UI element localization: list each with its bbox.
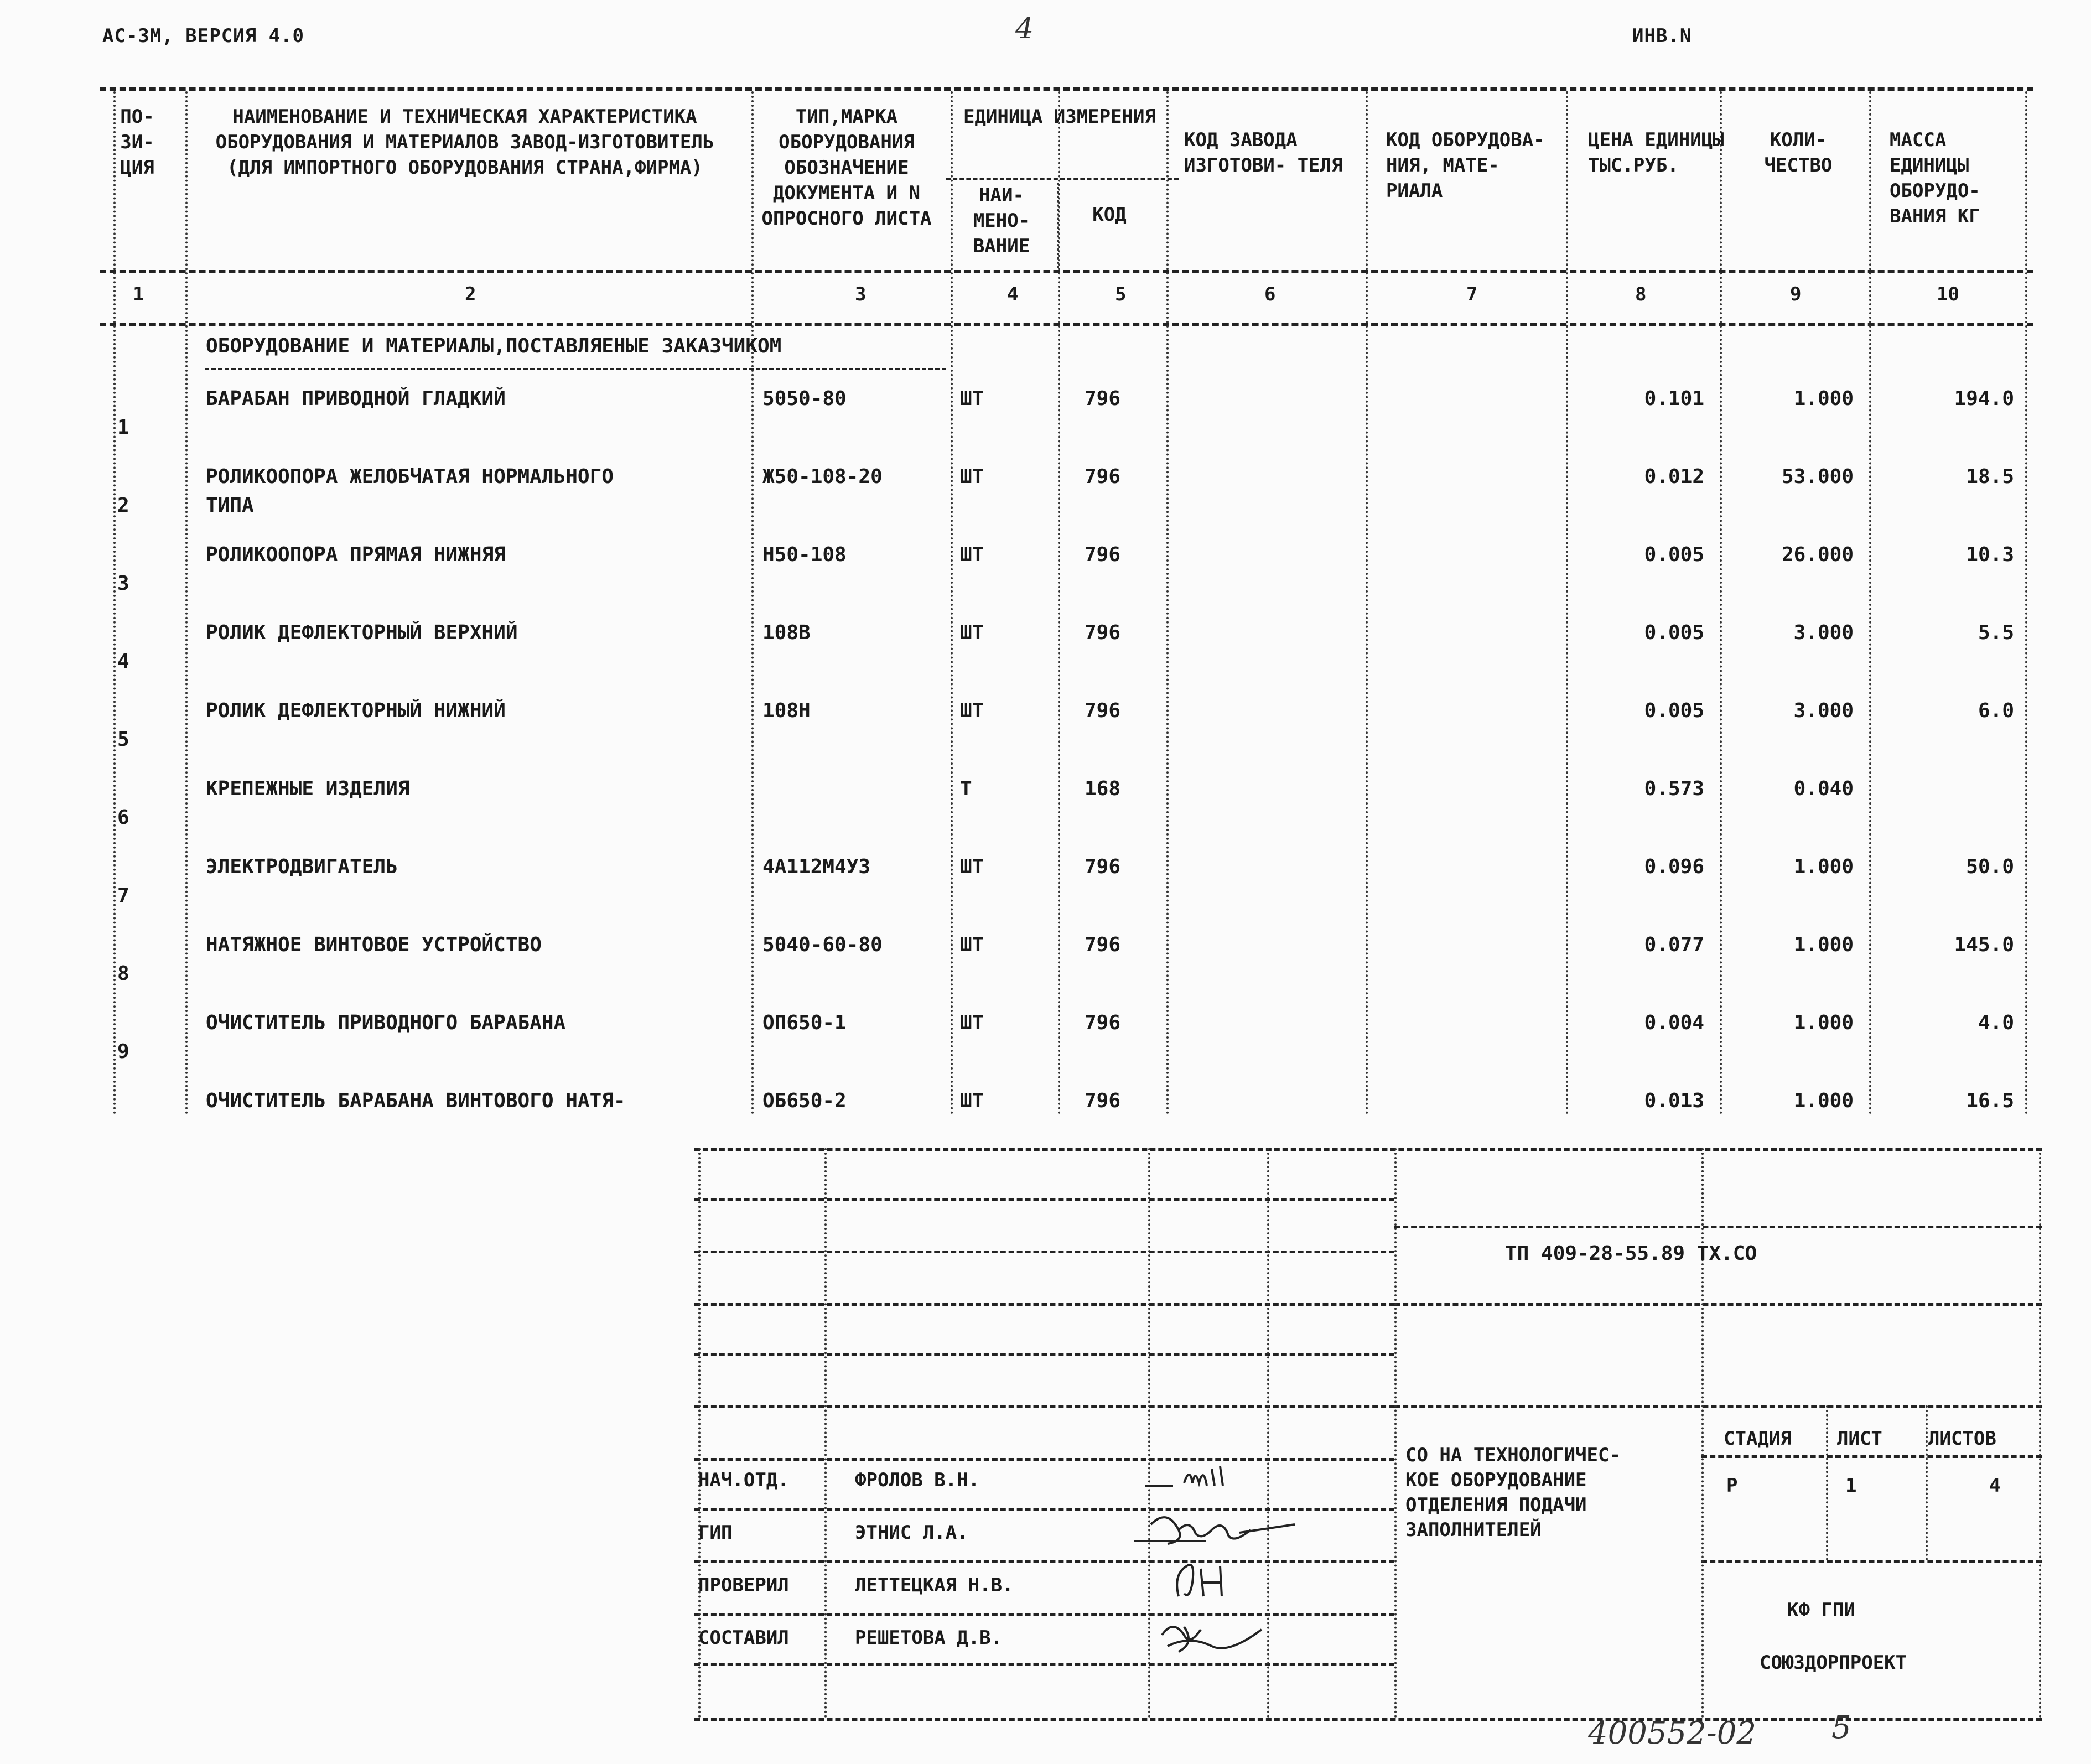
column-separator (1057, 183, 1059, 268)
row-mass: 4.0 (1978, 1011, 2014, 1034)
row-type: Н50-108 (762, 543, 847, 566)
name-chief-engineer: ЭТНИС Л.А. (855, 1522, 968, 1544)
title-block-line (694, 1458, 1394, 1461)
role-checked: ПРОВЕРИЛ (698, 1574, 789, 1596)
column-separator (751, 91, 754, 1115)
sheets-value: 4 (1989, 1475, 2001, 1497)
row-unit: ШТ (960, 387, 984, 410)
document-code: ТП 409-28-55.89 ТХ.СО (1505, 1242, 1757, 1265)
row-unit: Т (960, 777, 972, 800)
colnum-4: 4 (1007, 283, 1019, 305)
header-name: НАИМЕНОВАНИЕ И ТЕХНИЧЕСКАЯ ХАРАКТЕРИСТИКА ОБОРУДОВАНИЯ И МАТЕРИАЛОВ ЗАВОД-ИЗГОТОВИТЕЛЬ (ДЛЯ ИМПОРТНОГО ОБОРУДОВАНИЯ СТРАНА,ФИРМА) (215, 106, 714, 179)
row-mass: 6.0 (1978, 699, 2014, 722)
row-price: 0.005 (1644, 699, 1704, 722)
row-unit: ШТ (960, 621, 984, 644)
row-type: 4А112М4У3 (762, 855, 871, 878)
org-name-2: СОЮЗДОРПРОЕКТ (1760, 1652, 1907, 1674)
sheet-header: ЛИСТ (1837, 1428, 1882, 1450)
row-price: 0.013 (1644, 1089, 1704, 1112)
row-unit-code: 796 (1085, 1089, 1121, 1112)
row-position: 3 (117, 572, 129, 595)
table-top-line (100, 87, 2033, 91)
title-block-separator (824, 1148, 827, 1718)
column-separator (185, 91, 188, 1115)
row-position: 9 (117, 1040, 129, 1063)
title-block-line (694, 1353, 1394, 1356)
title-block-line (694, 1663, 1394, 1666)
row-position: 8 (117, 962, 129, 985)
stage-value: Р (1726, 1475, 1738, 1497)
row-price: 0.004 (1644, 1011, 1704, 1034)
row-price: 0.005 (1644, 621, 1704, 644)
row-mass: 194.0 (1954, 387, 2014, 410)
signature-etnis (1129, 1508, 1306, 1552)
row-unit-code: 168 (1085, 777, 1121, 800)
row-quantity: 1.000 (1793, 855, 1854, 878)
row-type: Ж50-108-20 (762, 465, 883, 488)
row-unit: ШТ (960, 1011, 984, 1034)
colnum-3: 3 (855, 283, 867, 305)
signature-lettetskaya (1168, 1558, 1234, 1602)
row-mass: 16.5 (1966, 1089, 2014, 1112)
row-mass: 10.3 (1966, 543, 2014, 566)
row-quantity: 26.000 (1781, 543, 1854, 566)
title-block-line (694, 1148, 2042, 1151)
name-head-of-dept: ФРОЛОВ В.Н. (855, 1469, 980, 1491)
signature-frolov (1140, 1461, 1251, 1494)
title-block-line (694, 1560, 1394, 1563)
header-position: ПО- ЗИ- ЦИЯ (120, 106, 154, 179)
colnum-bottom-line (100, 323, 2033, 326)
row-unit-code: 796 (1085, 699, 1121, 722)
role-chief-engineer: ГИП (698, 1522, 733, 1544)
title-block-line (1394, 1405, 2042, 1408)
handwritten-sheet-number: 5 (1831, 1710, 1851, 1746)
row-name: НАТЯЖНОЕ ВИНТОВОЕ УСТРОЙСТВО (206, 933, 542, 956)
row-unit-code: 796 (1085, 855, 1121, 878)
name-compiled: РЕШЕТОВА Д.В. (855, 1627, 1003, 1649)
title-line-2: КОЕ ОБОРУДОВАНИЕ (1405, 1469, 1587, 1491)
header-quantity: КОЛИ- ЧЕСТВО (1764, 129, 1833, 177)
section-title: ОБОРУДОВАНИЕ И МАТЕРИАЛЫ,ПОСТАВЛЯЕНЫЕ ЗАКАЗЧИКОМ (206, 335, 782, 357)
row-price: 0.077 (1644, 933, 1704, 956)
row-type: 108В (762, 621, 811, 644)
org-name-1: КФ ГПИ (1787, 1599, 1855, 1621)
header-price: ЦЕНА ЕДИНИЦЫ ТЫС.РУБ. (1588, 129, 1724, 177)
header-bottom-line (100, 270, 2033, 273)
colnum-6: 6 (1264, 283, 1276, 305)
title-block-line (694, 1251, 1394, 1253)
header-plant-code: КОД ЗАВОДА ИЗГОТОВИ- ТЕЛЯ (1184, 129, 1343, 177)
row-name: ЭЛЕКТРОДВИГАТЕЛЬ (206, 855, 398, 878)
title-line-4: ЗАПОЛНИТЕЛЕЙ (1405, 1519, 1542, 1541)
title-block-line (694, 1405, 1394, 1408)
column-separator (1720, 91, 1722, 1115)
row-unit-code: 796 (1085, 387, 1121, 410)
row-name: РОЛИКООПОРА ПРЯМАЯ НИЖНЯЯ (206, 543, 506, 566)
column-separator (1566, 91, 1568, 1115)
row-unit: ШТ (960, 465, 984, 488)
header-type: ТИП,МАРКА ОБОРУДОВАНИЯ ОБОЗНАЧЕНИЕ ДОКУМЕНТА И N ОПРОСНОГО ЛИСТА (761, 106, 932, 230)
row-mass: 50.0 (1966, 855, 2014, 878)
row-name: КРЕПЕЖНЫЕ ИЗДЕЛИЯ (206, 777, 410, 800)
section-underline (205, 368, 946, 370)
header-unit-code: КОД (1092, 204, 1127, 226)
header-unit: ЕДИНИЦА ИЗМЕРЕНИЯ (963, 106, 1156, 128)
title-block-line (1701, 1560, 2042, 1563)
role-compiled: СОСТАВИЛ (698, 1627, 789, 1649)
column-separator (1166, 91, 1169, 1115)
row-mass: 18.5 (1966, 465, 2014, 488)
title-block-separator (1826, 1405, 1828, 1560)
row-name: БАРАБАН ПРИВОДНОЙ ГЛАДКИЙ (206, 387, 506, 410)
row-unit: ШТ (960, 855, 984, 878)
row-price: 0.096 (1644, 855, 1704, 878)
header-equipment-code: КОД ОБОРУДОВА- НИЯ, МАТЕ- РИАЛА (1386, 129, 1545, 202)
inventory-number-label: ИНВ.N (1632, 25, 1692, 47)
title-block-line (1394, 1303, 2042, 1306)
row-position: 7 (117, 884, 129, 907)
title-block-separator (1148, 1148, 1150, 1718)
row-quantity: 0.040 (1793, 777, 1854, 800)
row-position: 5 (117, 728, 129, 751)
title-block-line (694, 1613, 1394, 1616)
title-block-line (694, 1198, 1394, 1201)
header-mass: МАССА ЕДИНИЦЫ ОБОРУДО- ВАНИЯ КГ (1890, 129, 1980, 227)
row-unit: ШТ (960, 543, 984, 566)
row-name: РОЛИК ДЕФЛЕКТОРНЫЙ НИЖНИЙ (206, 699, 506, 722)
title-block-separator (1701, 1148, 1704, 1718)
column-separator (951, 91, 953, 1115)
role-head-of-dept: НАЧ.ОТД. (698, 1469, 789, 1491)
row-unit: ШТ (960, 699, 984, 722)
row-position: 1 (117, 416, 129, 439)
row-type: ОП650-1 (762, 1011, 847, 1034)
row-name: ОЧИСТИТЕЛЬ БАРАБАНА ВИНТОВОГО НАТЯ- (206, 1089, 626, 1112)
colnum-10: 10 (1937, 283, 1959, 305)
program-version: АС-3М, ВЕРСИЯ 4.0 (102, 25, 304, 47)
row-price: 0.012 (1644, 465, 1704, 488)
title-block-separator (1701, 1148, 1704, 1226)
colnum-2: 2 (465, 283, 476, 305)
row-quantity: 53.000 (1781, 465, 1854, 488)
header-unit-name: НАИ- МЕНО- ВАНИЕ (973, 184, 1030, 257)
row-mass: 145.0 (1954, 933, 2014, 956)
column-separator (1869, 91, 1871, 1115)
row-quantity: 1.000 (1793, 933, 1854, 956)
row-name: РОЛИК ДЕФЛЕКТОРНЫЙ ВЕРХНИЙ (206, 621, 518, 644)
title-block-separator (2039, 1148, 2041, 1718)
column-separator (113, 91, 116, 1115)
row-quantity: 3.000 (1793, 621, 1854, 644)
colnum-1: 1 (133, 283, 144, 305)
title-block-line (1701, 1455, 2042, 1458)
sheet-value: 1 (1845, 1475, 1857, 1497)
row-unit-code: 796 (1085, 621, 1121, 644)
colnum-5: 5 (1115, 283, 1127, 305)
title-block-line (694, 1303, 1394, 1306)
row-mass: 5.5 (1978, 621, 2014, 644)
row-quantity: 1.000 (1793, 387, 1854, 410)
row-price: 0.101 (1644, 387, 1704, 410)
unit-subheader-line (946, 178, 1179, 180)
handwritten-page-number: 4 (1015, 12, 1034, 45)
row-price: 0.573 (1644, 777, 1704, 800)
row-type: 5040-60-80 (762, 933, 883, 956)
row-position: 4 (117, 650, 129, 673)
colnum-9: 9 (1790, 283, 1802, 305)
column-separator (2025, 91, 2027, 1115)
handwritten-document-number: 400552-02 (1588, 1715, 1756, 1751)
row-quantity: 1.000 (1793, 1089, 1854, 1112)
row-unit: ШТ (960, 1089, 984, 1112)
title-block-separator (1394, 1148, 1397, 1718)
sheets-header: ЛИСТОВ (1928, 1428, 1996, 1450)
row-name: РОЛИКООПОРА ЖЕЛОБЧАТАЯ НОРМАЛЬНОГО (206, 465, 614, 488)
row-unit-code: 796 (1085, 543, 1121, 566)
row-unit: ШТ (960, 933, 984, 956)
signature-reshetova (1151, 1613, 1273, 1657)
row-type: 108Н (762, 699, 811, 722)
title-block-line (1394, 1226, 2042, 1228)
row-unit-code: 796 (1085, 465, 1121, 488)
row-position: 2 (117, 494, 129, 517)
row-price: 0.005 (1644, 543, 1704, 566)
stage-header: СТАДИЯ (1724, 1428, 1792, 1450)
title-block-separator (1926, 1405, 1928, 1560)
row-name: ОЧИСТИТЕЛЬ ПРИВОДНОГО БАРАБАНА (206, 1011, 566, 1034)
row-type: 5050-80 (762, 387, 847, 410)
row-unit-code: 796 (1085, 933, 1121, 956)
row-position: 6 (117, 806, 129, 829)
row-name-continued: ТИПА (206, 494, 254, 517)
title-line-1: СО НА ТЕХНОЛОГИЧЕС- (1405, 1444, 1621, 1466)
row-quantity: 3.000 (1793, 699, 1854, 722)
title-line-3: ОТДЕЛЕНИЯ ПОДАЧИ (1405, 1494, 1587, 1516)
name-checked: ЛЕТТЕЦКАЯ Н.В. (855, 1574, 1014, 1596)
row-quantity: 1.000 (1793, 1011, 1854, 1034)
row-unit-code: 796 (1085, 1011, 1121, 1034)
row-type: ОБ650-2 (762, 1089, 847, 1112)
column-separator (1366, 91, 1368, 1115)
colnum-8: 8 (1635, 283, 1647, 305)
colnum-7: 7 (1466, 283, 1478, 305)
